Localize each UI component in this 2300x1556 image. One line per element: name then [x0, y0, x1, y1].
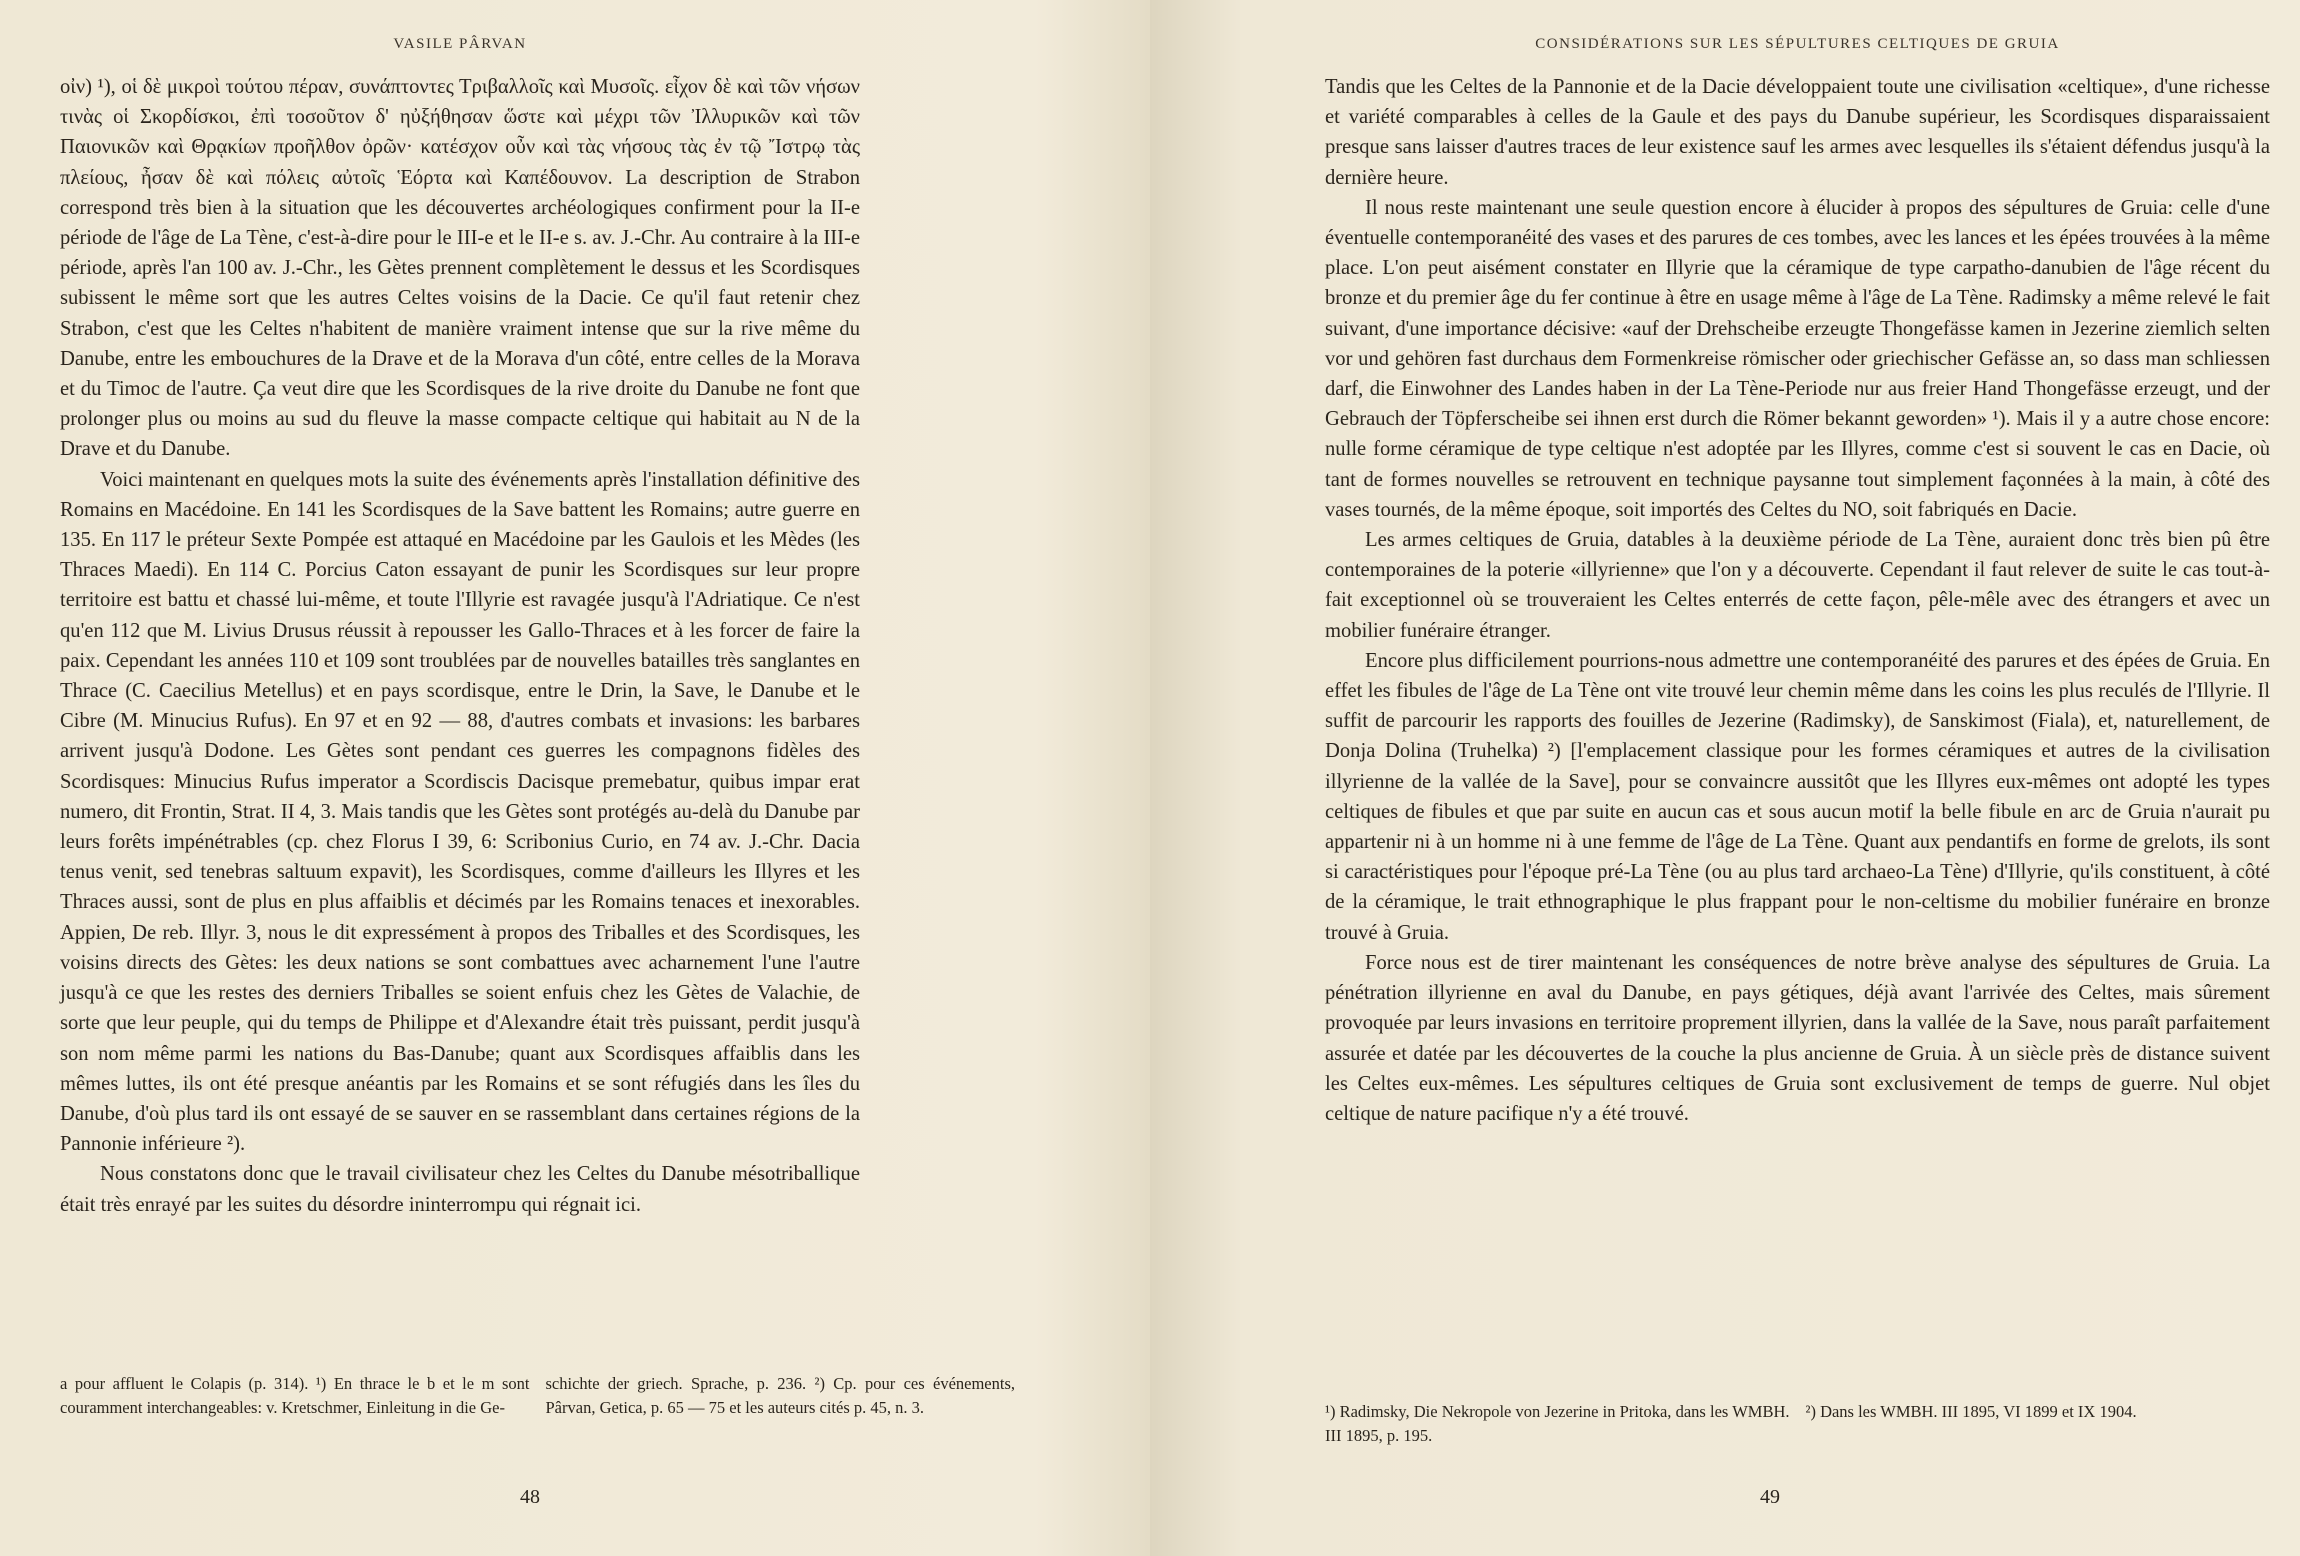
right-page [1150, 0, 2300, 1556]
right-paragraph-1: Tandis que les Celtes de la Pannonie et de la Dacie développaient toute une civilisation «celtique», d'une richesse et variété comparables à celles de la Gaule et des pays du Danube supérieur, les Scordisques disparaissaient presque sans laisser d'autres traces de leur existence sauf les armes avec lesquelles ils s'étaient défendus jusqu'à la dernière heure. [1325, 76, 2270, 189]
left-running-head: VASILE PÂRVAN [393, 36, 527, 52]
left-paragraph-2: Voici maintenant en quelques mots la suite des événements après l'installation définitive des Romains en Macédoine. En 141 les Scordisques de la Save battent les Romains; autre guerre en 135. En 117 le préteur Sexte Pompée est attaqué en Macédoine par les Gaulois et les Mèdes (les Thraces Maedi). En 114 C. Porcius Caton essayant de punir les Scordisques sur leur propre territoire est battu et chassé lui-même, et toute l'Illyrie est ravagée jusqu'à l'Adriatique. Ce n'est qu'en 112 que M. Livius Drusus réussit à repousser les Gallo-Thraces et à les forcer de faire la paix. Cependant les années 110 et 109 sont troublées par de nouvelles batailles très sanglantes en Thrace (C. Caecilius Metellus) et en pays scordisque, entre le Drin, la Save, le Danube et le Cibre (M. Minucius Rufus). En 97 et en 92 — 88, d'autres combats et invasions: les barbares arrivent jusqu'à Dodone. Les Gètes sont pendant ces guerres les compagnons fidèles des Scordisques: Minucius Rufus imperator a Scordiscis Dacisque premebatur, quibus impar erat numero, dit Frontin, Strat. II 4, 3. Mais tandis que les Gètes sont protégés au-delà du Danube par leurs forêts impénétrables (cp. chez Florus I 39, 6: Scribonius Curio, en 74 av. J.-Chr. Dacia tenus venit, sed tenebras saltuum expavit), les Scordisques, comme d'ailleurs les Illyres et les Thraces aussi, sont de plus en plus affaiblis et décimés par les Romains tenaces et inexorables. Appien, De reb. Illyr. 3, nous le dit expressément à propos des Triballes et des Scordisques, les voisins directs des Gètes: les deux nations se sont combattues avec acharnement l'une l'autre jusqu'à ce que les restes des derniers Triballes se soient enfuis chez les Gètes de Valachie, de sorte que leur peuple, qui du temps de Philippe et d'Alexandre était très puissant, perdit jusqu'à son nom même parmi les nations du Bas-Danube; quant aux Scordisques affaiblis dans les mêmes luttes, ils ont été presque anéantis par les Romains et se sont réfugiés dans les îles du Danube, d'où plus tard ils ont essayé de se sauver en se rassemblant dans certaines régions de la Pannonie inférieure ²). [60, 468, 860, 1156]
right-footnotes [1325, 1400, 2270, 1448]
left-paragraph-3: Nous constatons donc que le travail civilisateur chez les Celtes du Danube mésotriballique était très enrayé par les suites du désordre ininterrompu qui régnait ici. [60, 1163, 860, 1216]
left-footnote-column-2 [546, 1372, 1016, 1420]
left-footnotes [60, 1372, 1015, 1420]
right-body-text [1325, 72, 2270, 1129]
left-body-text [60, 72, 860, 1220]
left-footnote-text-2: schichte der griech. Sprache, p. 236. ²) Cp. pour ces événements, Pârvan, Getica, p. 65 — 75 et les auteurs cités p. 45, n. 3. [545, 1374, 1015, 1417]
right-footnote-text-1: ¹) Radimsky, Die Nekropole von Jezerine in Pritoka, dans les WMBH. III 1895, p. 195. [1325, 1402, 1790, 1445]
left-paragraph-1: οἰν) ¹), οἱ δὲ μικροὶ τούτου πέραν, συνάπτοντες Τριβαλλοῖς καὶ Μυσοῖς. εἶχον δὲ καὶ τῶν νήσων τινὰς οἱ Σκορδίσκοι, ἐπὶ τοσοῦτον δ' ηὐξήθησαν ὥστε καὶ μέχρι τῶν Ἰλλυρικῶν καὶ τῶν Παιονικῶν καὶ Θρᾳκίων προῆλθον ὀρῶν· κατέσχον οὖν καὶ τὰς νήσους τὰς ἐν τῷ Ἴστρῳ τὰς πλείους, ἦσαν δὲ καὶ πόλεις αὐτοῖς Ἑόρτα καὶ Καπέδουνον. La description de Strabon correspond très bien à la situation que les découvertes archéologiques confirment pour la II-e période de l'âge de La Tène, c'est-à-dire pour le III-e et le II-e s. av. J.-Chr. Au contraire à la III-e période, après l'an 100 av. J.-Chr., les Gètes prennent complètement le dessus et les Scordisques subissent le même sort que les autres Celtes voisins de la Dacie. Ce qu'il faut retenir chez Strabon, c'est que les Celtes n'habitent de manière vraiment intense que sur la rive même du Danube, entre les embouchures de la Drave et de la Morava d'un côté, entre celles de la Morava et du Timoc de l'autre. Ça veut dire que les Scordisques de la rive droite du Danube ne font que prolonger plus ou moins au sud du fleuve la masse compacte celtique qui habitait au N de la Drave et du Danube. [60, 76, 860, 461]
right-footnote-text-2: ²) Dans les WMBH. III 1895, VI 1899 et IX 1904. [1805, 1402, 2137, 1421]
left-footnote-text-1: a pour affluent le Colapis (p. 314). ¹) En thrace le b et le m sont couramment interchangeables: v. Kretschmer, Einleitung in die Ge- [60, 1374, 530, 1417]
right-running-head: CONSIDÉRATIONS SUR LES SÉPULTURES CELTIQUES DE GRUIA [1535, 36, 2060, 52]
right-paragraph-4: Encore plus difficilement pourrions-nous admettre une contemporanéité des parures et des épées de Gruia. En effet les fibules de l'âge de La Tène ont vite trouvé leur chemin même dans les coins les plus reculés de l'Illyrie. Il suffit de parcourir les rapports des fouilles de Jezerine (Radimsky), de Sanskimost (Fiala), et, naturellement, de Donja Dolina (Truhelka) ²) [l'emplacement classique pour les formes céramiques et autres de la civilisation illyrienne de la vallée de la Save], pour se convaincre aussitôt que les Illyres eux-mêmes ont adopté les types celtiques de fibules et que par suite en aucun cas et sous aucun motif la belle fibule en arc de Gruia n'aurait pu appartenir ni à un homme ni à une femme de l'âge de La Tène. Quant aux pendantifs en forme de grelots, ils sont si caractéristiques pour l'époque pré-La Tène (ou au plus tard archaeo-La Tène) d'Illyrie, qu'ils constituent, à côté de la céramique, le trait ethnographique le plus frappant pour le non-celtisme du mobilier funéraire en bronze trouvé à Gruia. [1325, 649, 2270, 944]
right-page-number: 49 [1760, 1486, 1780, 1508]
right-paragraph-2: Il nous reste maintenant une seule question encore à élucider à propos des sépultures de Gruia: celle d'une éventuelle contemporanéité des vases et des parures de ces tombes, avec les lances et les épées trouvées à la même place. L'on peut aisément constater en Illyrie que la céramique de type carpatho-danubien de l'âge récent du bronze et du premier âge du fer continue à être en usage même à l'âge de La Tène. Radimsky a même relevé le fait suivant, d'une importance décisive: «auf der Drehscheibe erzeugte Thongefässe kamen in Jezerine ziemlich selten vor und gehören fast durchaus dem Formenkreise römischer oder griechischer Gefässe an, so dass man schliessen darf, die Einwohner des Landes haben in der La Tène-Periode nur aus freier Hand Thongefässe erzeugt, und der Gebrauch der Töpferscheibe sei ihnen erst durch die Römer bekannt geworden» ¹). Mais il y a autre chose encore: nulle forme céramique de type celtique n'est adoptée par les Illyres, comme c'est si souvent le cas en Dacie, où tant de formes nouvelles se retrouvent en technique paysanne tout simplement façonnées à la main, à côté des vases tournés, de la même époque, soit importés des Celtes du NO, soit fabriqués en Dacie. [1325, 196, 2270, 521]
right-paragraph-5: Force nous est de tirer maintenant les conséquences de notre brève analyse des sépultures de Gruia. La pénétration illyrienne en aval du Danube, en pays gétiques, déjà avant l'arrivée des Celtes, mais sûrement provoquée par leurs invasions en territoire proprement illyrien, dans la vallée de la Save, nous paraît parfaitement assurée et datée par les découvertes de la couche la plus ancienne de Gruia. À un siècle près de distance suivent les Celtes eux-mêmes. Les sépultures celtiques de Gruia sont exclusivement de temps de guerre. Nul objet celtique de nature pacifique n'y a été trouvé. [1325, 951, 2270, 1125]
left-footnote-column-1 [60, 1372, 530, 1420]
right-footnote-column-1 [1325, 1400, 1790, 1448]
left-page-number: 48 [520, 1486, 540, 1508]
right-footnote-column-2 [1806, 1400, 2271, 1448]
right-paragraph-3: Les armes celtiques de Gruia, datables à la deuxième période de La Tène, auraient donc très bien pû être contemporaines de la poterie «illyrienne» que l'on y a découverte. Cependant il faut relever de suite le cas tout-à-fait exceptionnel où se trouveraient les Celtes enterrés de cette façon, pêle-mêle avec des étrangers et avec un mobilier funéraire étranger. [1325, 529, 2270, 642]
